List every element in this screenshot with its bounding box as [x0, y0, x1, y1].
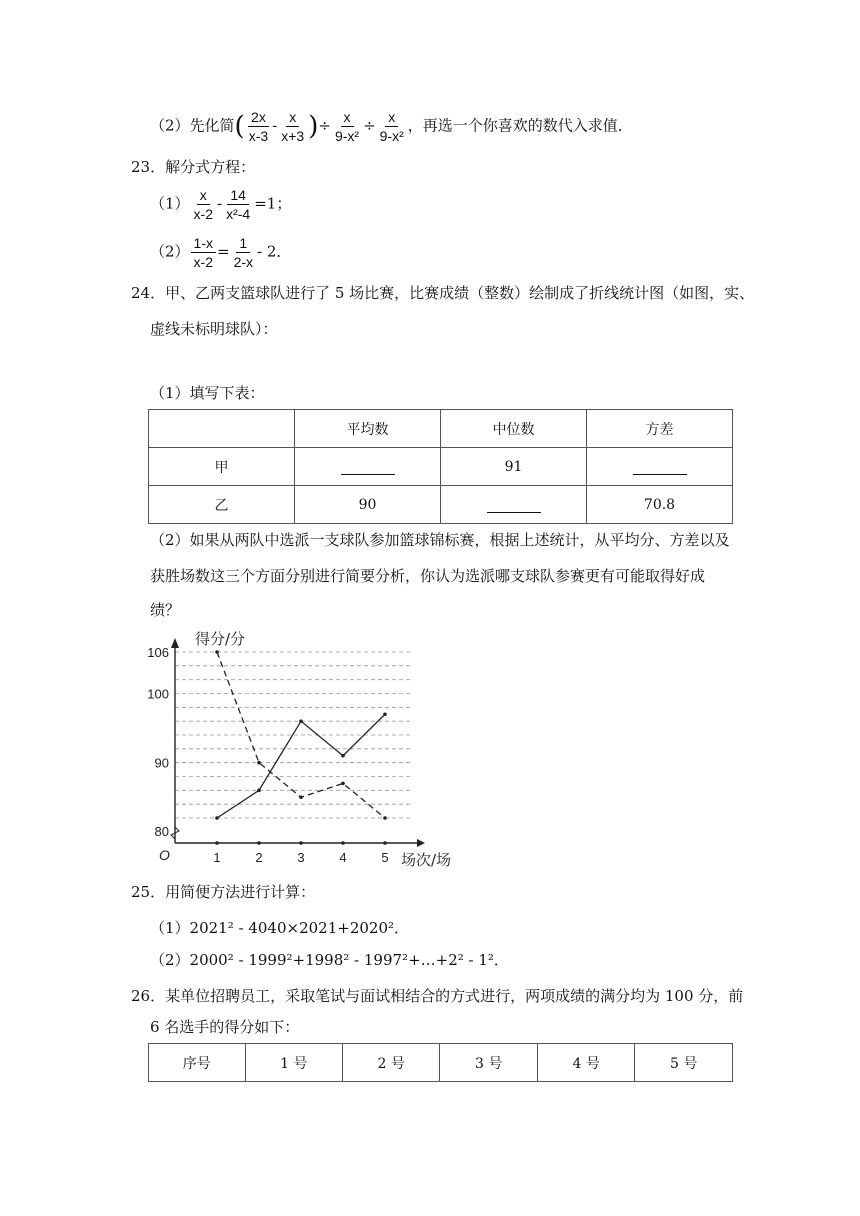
q22-prefix: （2）先化简 [150, 116, 235, 135]
x-tick [215, 841, 219, 845]
open-paren: ( [234, 111, 245, 142]
x-tick-label: 2 [255, 850, 263, 865]
q25-part1: （1）2021² - 4040×2021+2020²． [150, 919, 410, 937]
divide-sign: ÷ [318, 116, 331, 135]
q24-part2-line2: 获胜场数这三个方面分别进行简要分析，你认为选派哪支球队参赛更有可能取得好成 [150, 567, 706, 585]
divide-sign: ÷ [363, 116, 376, 135]
data-point-solid [383, 712, 387, 716]
fraction: $\frac{1}{2-x}$ [233, 235, 254, 270]
x-tick-label: 4 [339, 850, 347, 865]
y-tick-label: 90 [154, 755, 169, 771]
q26-table [148, 1043, 733, 1082]
x-tick-label: 3 [297, 850, 305, 865]
q24-text-line1: 24．甲、乙两支篮球队进行了 5 场比赛，比赛成绩（整数）绘制成了折线统计图（如图，实、 [131, 284, 755, 302]
q24-text-line2: 虚线未标明球队）： [150, 320, 278, 338]
q23-part1: （1） $\frac{x}{x-2}$ - $\frac{14}{\text{x²-4}}$ =1； [150, 187, 292, 222]
data-point-solid [257, 789, 261, 793]
fraction: $\frac{x}{x-2}$ [193, 187, 213, 222]
data-point-solid [341, 754, 345, 758]
data-point-solid [299, 719, 303, 723]
x-axis-title: 场次/场 [401, 851, 452, 868]
close-paren: ) [308, 111, 319, 142]
data-point-dashed [257, 761, 261, 765]
data-point-dashed [299, 795, 303, 799]
table-row: 序号 1 号 2 号 3 号 4 号 5 号 [149, 1044, 733, 1082]
x-tick-label: 1 [213, 850, 221, 865]
fraction: $\frac{2x}{x-3}$ [248, 109, 269, 144]
fraction: $\frac{x}{\text{9-x²}}$ [379, 109, 404, 144]
q25-part2: （2）2000² - 1999²+1998² - 1997²+…+2² - 1²． [150, 951, 509, 969]
x-tick-label: 5 [381, 850, 389, 865]
x-axis-arrow [417, 839, 425, 847]
q24-part1: （1）填写下表： [150, 384, 265, 402]
q26-line2: 6 名选手的得分如下： [150, 1018, 300, 1036]
fraction: $\frac{14}{\text{x²-4}}$ [226, 187, 251, 222]
data-point-dashed [383, 816, 387, 820]
origin-label: O [159, 847, 170, 863]
y-tick-label: 106 [147, 645, 169, 660]
q23-title: 23．解分式方程： [131, 158, 256, 176]
x-tick [257, 841, 261, 845]
table-row: 平均数 中位数 方差 [149, 410, 733, 448]
fraction: $\frac{1-x}{x-2}$ [191, 236, 216, 269]
y-tick-label: 80 [154, 824, 169, 839]
series-line-solid [217, 714, 385, 818]
table-row: 甲 91 [149, 448, 733, 486]
q25-title: 25．用简便方法进行计算： [131, 883, 316, 901]
line-chart [145, 628, 465, 868]
q23-part2: （2） $\frac{1-x}{x-2}$ = $\frac{1}{2-x}$ - 2． [150, 235, 292, 270]
x-tick [341, 841, 345, 845]
minus-sign: - [272, 116, 278, 135]
q24-table [148, 409, 733, 524]
answer-blank[interactable] [295, 448, 441, 486]
q22-part2 [150, 110, 633, 143]
answer-blank[interactable] [441, 486, 587, 524]
q24-part2-line1: （2）如果从两队中选派一支球队参加篮球锦标赛，根据上述统计，从平均分、方差以及 [150, 531, 730, 549]
table-row: 乙 90 70.8 [149, 486, 733, 524]
answer-blank[interactable] [587, 448, 733, 486]
fraction: $\frac{x}{\text{9-x²}}$ [334, 109, 360, 144]
y-tick-label: 100 [147, 686, 169, 702]
q22-suffix: ，再选一个你喜欢的数代入求值． [407, 116, 633, 135]
fraction: $\frac{x}{x+3}$ [281, 109, 305, 144]
q24-part2-line3: 绩？ [150, 601, 181, 619]
data-point-dashed [215, 650, 219, 654]
x-tick [383, 841, 387, 845]
y-axis-arrow [171, 638, 179, 648]
y-axis-title: 得分/分 [195, 630, 246, 648]
x-tick [299, 841, 303, 845]
q26-line1: 26．某单位招聘员工，采取笔试与面试相结合的方式进行，两项成绩的满分均为 100 分，前 [131, 987, 744, 1005]
data-point-solid [215, 816, 219, 820]
data-point-dashed [341, 782, 345, 786]
